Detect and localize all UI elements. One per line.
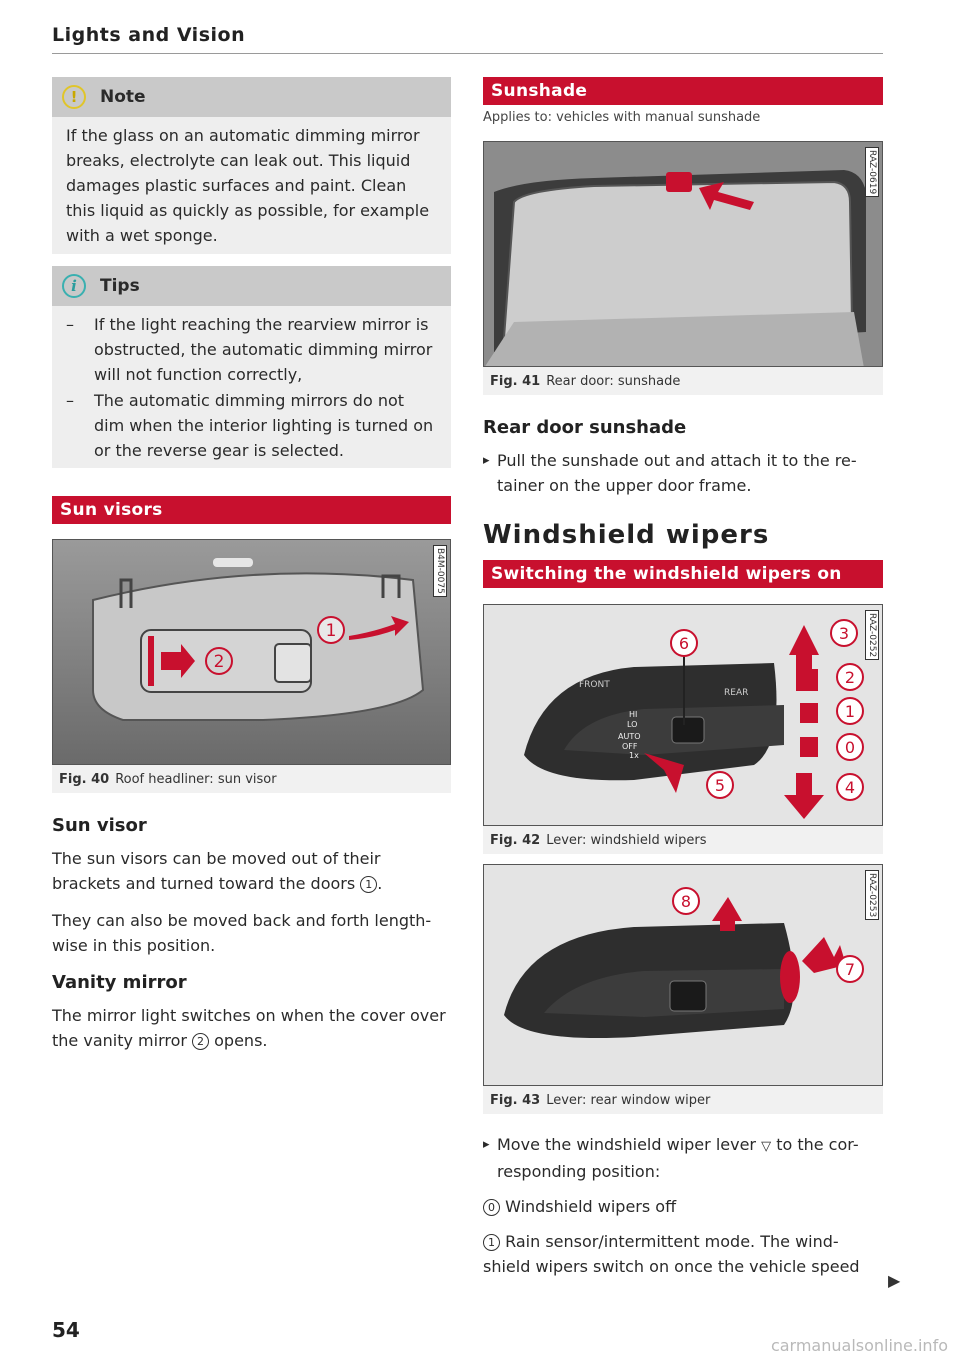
vanity-text-end: opens. xyxy=(214,1031,268,1050)
position-1-text: Rain sensor/intermittent mode. The wind-shield wipers switch on once the vehicle speed xyxy=(483,1232,860,1276)
sun-visor-illustration xyxy=(52,539,451,765)
rear-door-sunshade-title: Rear door sunshade xyxy=(483,417,687,438)
wiper-lever-illustration xyxy=(483,604,883,826)
sunshade-heading: Sunshade xyxy=(483,77,883,105)
front-label: FRONT xyxy=(579,680,610,690)
info-icon: i xyxy=(62,274,86,298)
callout-2: 2 xyxy=(213,652,225,672)
page-header xyxy=(52,24,883,54)
callout-ref: 2 xyxy=(192,1033,209,1050)
sun-visor-paragraph-2: They can also be moved back and forth length-wise in this position. xyxy=(52,911,432,955)
figure-caption-text: Lever: rear window wiper xyxy=(546,1092,711,1108)
figure-number: Fig. 40 xyxy=(59,771,110,787)
rear-label: REAR xyxy=(724,688,749,698)
note-text: If the glass on an automatic dimming mirror breaks, electrolyte can leak out. This liquid damages plastic surfaces and paint. Clean this liquid as quickly as possible, for example with a wet sponge. xyxy=(66,126,430,245)
figure-caption-text: Lever: windshield wipers xyxy=(546,832,707,848)
figure-caption xyxy=(483,1086,883,1114)
right-column xyxy=(483,77,883,1291)
vanity-mirror-paragraph xyxy=(52,1003,451,1053)
note-title: Note xyxy=(100,87,146,107)
sun-visor-drawing xyxy=(53,540,451,765)
applies-to: Applies to: vehicles with manual sunshade xyxy=(483,110,761,125)
tip-item: – The automatic dimming mirrors do not dim when the interior lighting is turned on or the reverse gear is selected. xyxy=(66,388,437,463)
tips-title: Tips xyxy=(100,276,140,296)
once-label: 1x xyxy=(629,751,639,760)
callout-7: 7 xyxy=(844,960,856,979)
sunshade-drawing xyxy=(484,142,883,367)
sun-visor-title: Sun visor xyxy=(52,815,147,836)
note-body xyxy=(52,117,451,254)
figure-caption xyxy=(483,367,883,395)
rear-wiper-illustration xyxy=(483,864,883,1086)
figure-id: B4M-0075 xyxy=(433,545,447,597)
wiper-instruction xyxy=(483,1132,883,1184)
vanity-text: The mirror light switches on when the cover over the vanity mirror xyxy=(52,1006,446,1050)
figure-42 xyxy=(483,604,883,854)
figure-43 xyxy=(483,864,883,1114)
figure-caption-text: Roof headliner: sun visor xyxy=(115,771,277,787)
vanity-mirror-title: Vanity mirror xyxy=(52,972,187,993)
wiper-instruction-end: to the cor-responding position: xyxy=(497,1135,859,1181)
sun-visors-heading: Sun visors xyxy=(52,496,451,524)
wiper-instruction-text: Move the windshield wiper lever xyxy=(497,1135,756,1154)
chapter-title: Lights and Vision xyxy=(52,24,246,46)
page-number: 54 xyxy=(52,1318,80,1342)
wiper-symbol-icon: ▽ xyxy=(761,1139,772,1154)
callout-5: 5 xyxy=(714,776,726,795)
left-column xyxy=(52,77,451,1065)
callout-ref: 1 xyxy=(360,876,377,893)
callout-8: 8 xyxy=(680,892,692,911)
callout-0: 0 xyxy=(844,738,856,757)
sunshade-instruction: ▸ Pull the sunshade out and attach it to the re-tainer on the upper door frame. xyxy=(483,448,883,498)
watermark: carmanualsonline.info xyxy=(770,1336,948,1355)
callout-4: 4 xyxy=(844,778,856,797)
note-header xyxy=(52,77,451,117)
figure-40 xyxy=(52,539,451,793)
position-0-text: Windshield wipers off xyxy=(505,1197,677,1216)
auto-label: AUTO xyxy=(618,732,641,741)
switching-wipers-heading: Switching the windshield wipers on xyxy=(483,560,883,588)
lo-label: LO xyxy=(627,720,638,729)
hi-label: HI xyxy=(629,710,638,719)
note-box xyxy=(52,77,451,254)
figure-number: Fig. 42 xyxy=(490,832,541,848)
figure-id: RAZ-0252 xyxy=(865,610,879,660)
continue-arrow-icon: ▶ xyxy=(888,1271,901,1290)
figure-number: Fig. 43 xyxy=(490,1092,541,1108)
sun-visor-paragraph: The sun visors can be moved out of their brackets and turned toward the doors 1 . xyxy=(52,849,383,893)
callout-1: 1 xyxy=(844,702,856,721)
callout-6: 6 xyxy=(678,634,690,653)
position-0 xyxy=(483,1194,883,1219)
tips-box xyxy=(52,266,451,468)
figure-id: RAZ-0619 xyxy=(865,147,879,197)
figure-caption xyxy=(52,765,451,793)
callout-1: 1 xyxy=(325,621,337,641)
figure-caption xyxy=(483,826,883,854)
callout-2: 2 xyxy=(844,668,856,687)
tips-header xyxy=(52,266,451,306)
tip-item: – If the light reaching the rearview mirror is obstructed, the automatic dimming mirror will not function correctly, xyxy=(66,312,437,387)
figure-number: Fig. 41 xyxy=(490,373,541,389)
position-1 xyxy=(483,1229,883,1279)
figure-caption-text: Rear door: sunshade xyxy=(546,373,681,389)
wiper-lever-drawing xyxy=(484,605,883,826)
warning-icon: ! xyxy=(62,85,86,109)
off-label: OFF xyxy=(622,742,638,751)
figure-41 xyxy=(483,141,883,395)
windshield-wipers-title: Windshield wipers xyxy=(483,520,770,550)
callout-ref: 0 xyxy=(483,1199,500,1216)
tips-body xyxy=(52,306,451,468)
sunshade-illustration xyxy=(483,141,883,367)
rear-wiper-drawing xyxy=(484,865,883,1086)
callout-3: 3 xyxy=(838,624,850,643)
callout-ref: 1 xyxy=(483,1234,500,1251)
sun-visor-text: The sun visors can be moved out of their brackets and turned toward the doors xyxy=(52,849,381,893)
figure-id: RAZ-0253 xyxy=(865,870,879,920)
